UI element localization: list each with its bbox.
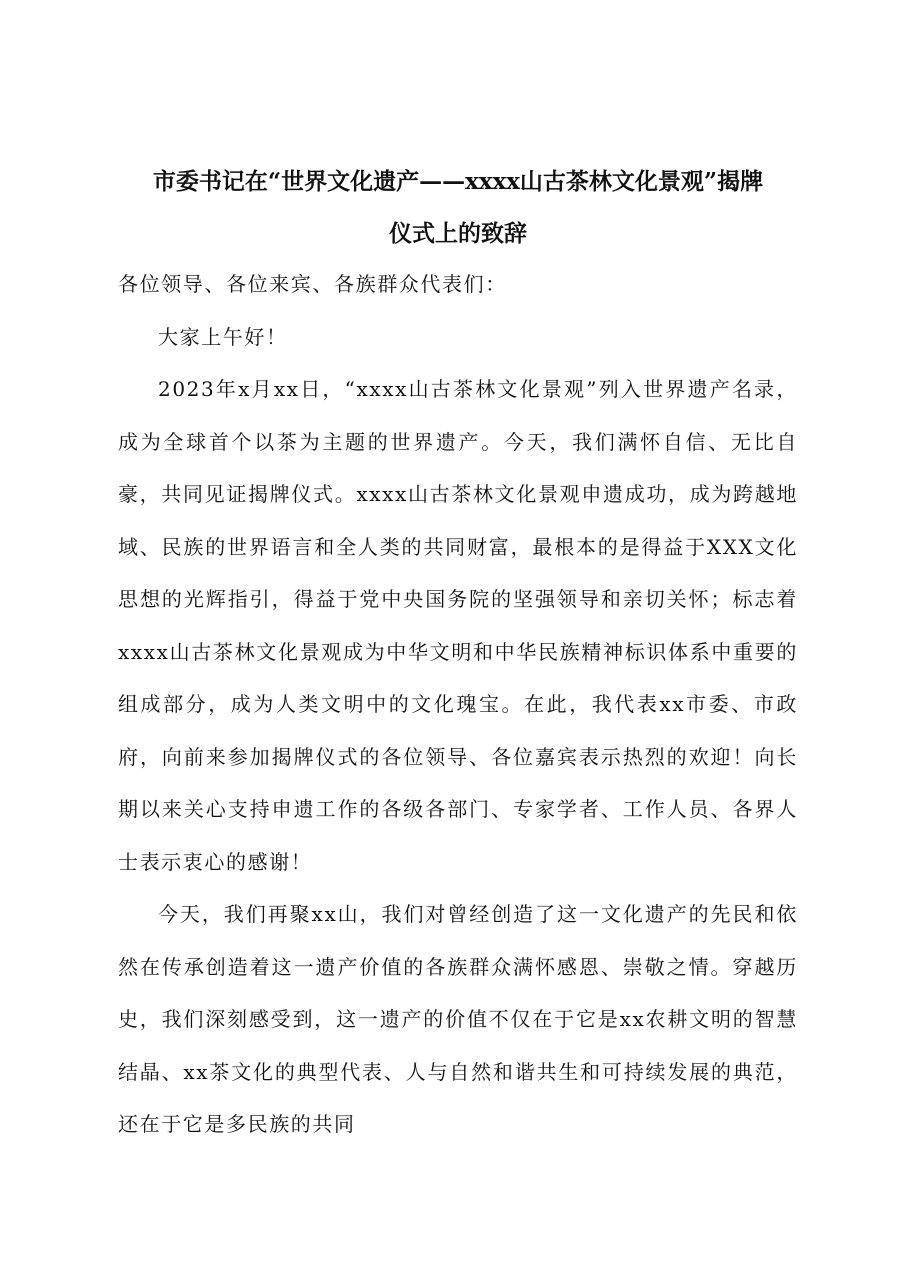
paragraph-1: 2023年x月xx日，“xxxx山古茶林文化景观”列入世界遗产名录，成为全球首个以茶为主题的世界遗产。今天，我们满怀自信、无比自豪，共同见证揭牌仪式。xxxx山古茶林文化景观申遗成功，成为跨越地域、民族的世界语言和全人类的共同财富，最根本的是得益于XXX文化思想的光辉指引，得益于党中央国务院的坚强领导和亲切关怀；标志着xxxx山古茶林文化景观成为中华文明和中华民族精神标识体系中重要的组成部分，成为人类文明中的文化瑰宝。在此，我代表xx市委、市政府，向前来参加揭牌仪式的各位领导、各位嘉宾表示热烈的欢迎！向长期以来关心支持申遗工作的各级各部门、专家学者、工作人员、各界人士表示衷心的感谢！ — [118, 377, 798, 874]
document-title-line-1: 市委书记在“世界文化遗产——xxxx山古茶林文化景观”揭牌 — [152, 168, 764, 195]
paragraph-2: 今天，我们再聚xx山，我们对曾经创造了这一文化遗产的先民和依然在传承创造着这一遗产价值的各族群众满怀感恩、崇敬之情。穿越历史，我们深刻感受到，这一遗产的价值不仅在于它是xx农耕文明的智慧结晶、xx茶文化的典型代表、人与自然和谐共生和可持续发展的典范，还在于它是多民族的共同 — [118, 902, 798, 1136]
document-body — [118, 258, 798, 1151]
document-title-line-2: 仪式上的致辞 — [389, 220, 527, 247]
paragraph-greeting: 大家上午好！ — [158, 324, 288, 349]
salutation: 各位领导、各位来宾、各族群众代表们： — [118, 272, 507, 296]
